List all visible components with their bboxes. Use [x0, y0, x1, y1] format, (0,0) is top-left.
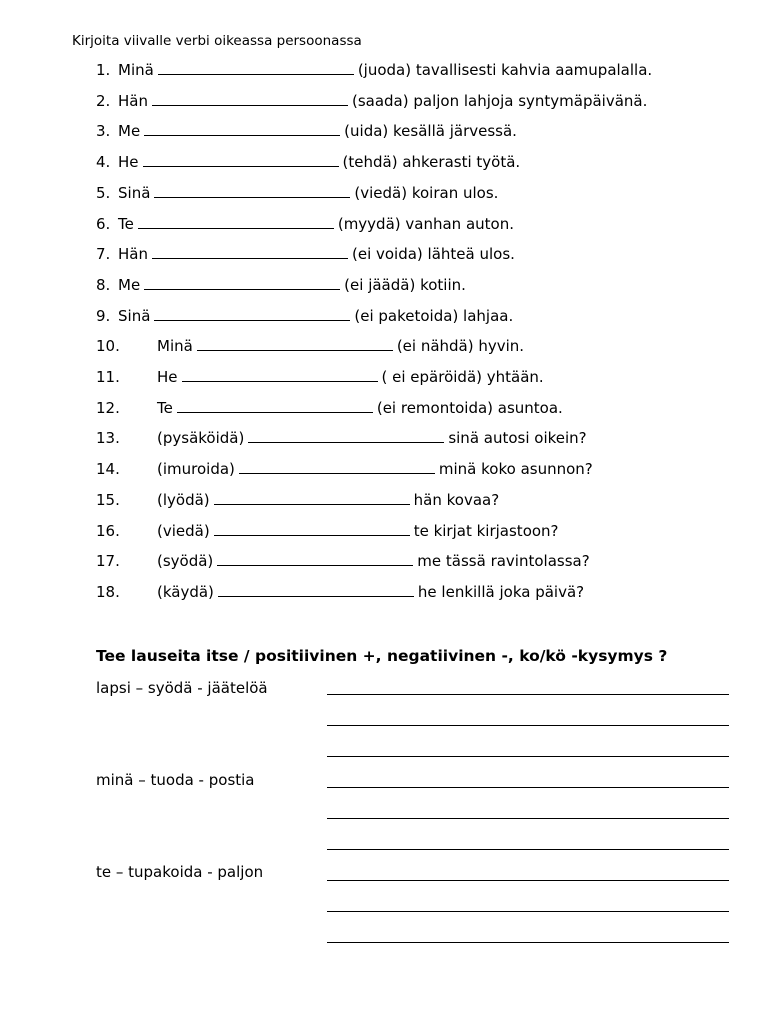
exercise-number: 18.	[96, 582, 120, 601]
answer-line[interactable]	[327, 911, 729, 912]
exercise-text	[118, 150, 520, 174]
answer-blank[interactable]	[144, 121, 340, 136]
exercise-before: Te	[118, 214, 134, 233]
section-heading: Tee lauseita itse / positiivinen +, negatiivinen -, ko/kö -kysymys ?	[96, 647, 668, 665]
exercise-text	[118, 212, 514, 236]
exercise-before: Me	[118, 275, 141, 294]
exercise-text	[118, 273, 466, 297]
prompt: minä – tuoda - postia	[96, 771, 255, 789]
exercise-text	[157, 426, 587, 450]
exercise-before: Minä	[157, 337, 193, 356]
exercise-after: (ei remontoida) asuntoa.	[376, 398, 563, 417]
exercise-number: 16.	[96, 521, 120, 540]
exercise-number: 8.	[96, 275, 111, 294]
exercise-text	[157, 488, 499, 512]
answer-line[interactable]	[327, 725, 729, 726]
exercise-after: (ei voida) lähteä ulos.	[351, 245, 515, 264]
exercise-before: Te	[157, 398, 173, 417]
exercise-after: (viedä) koiran ulos.	[354, 183, 499, 202]
exercise-number: 5.	[96, 183, 111, 202]
exercise-after: te kirjat kirjastoon?	[413, 521, 559, 540]
exercise-text	[157, 580, 584, 604]
answer-blank[interactable]	[218, 582, 414, 597]
exercise-number: 9.	[96, 306, 111, 325]
prompt: lapsi – syödä - jäätelöä	[96, 679, 268, 697]
exercise-before: (pysäköidä)	[157, 429, 245, 448]
answer-line[interactable]	[327, 849, 729, 850]
exercise-before: Minä	[118, 61, 154, 79]
exercise-before: (viedä)	[157, 521, 210, 540]
exercise-after: (juoda) tavallisesti kahvia aamupalalla.	[357, 61, 653, 79]
answer-line[interactable]	[327, 756, 729, 757]
exercise-before: Hän	[118, 91, 148, 110]
answer-line[interactable]	[327, 942, 729, 943]
answer-blank[interactable]	[248, 428, 444, 443]
exercise-text	[118, 89, 647, 113]
answer-blank[interactable]	[239, 459, 435, 474]
exercise-number: 15.	[96, 490, 120, 509]
answer-blank[interactable]	[154, 183, 350, 198]
exercise-before: (syödä)	[157, 552, 214, 571]
exercise-number: 2.	[96, 91, 111, 110]
exercise-text	[118, 181, 498, 205]
answer-blank[interactable]	[197, 336, 393, 351]
answer-blank[interactable]	[182, 367, 378, 382]
exercise-number: 6.	[96, 214, 111, 233]
exercise-after: sinä autosi oikein?	[448, 429, 587, 448]
answer-line[interactable]	[327, 694, 729, 695]
answer-line[interactable]	[327, 818, 729, 819]
exercise-text	[157, 334, 524, 358]
exercise-text	[118, 304, 513, 328]
exercise-text	[118, 242, 515, 266]
exercise-after: (ei jäädä) kotiin.	[344, 275, 466, 294]
exercise-after: he lenkillä joka päivä?	[417, 582, 585, 601]
exercise-text	[157, 457, 593, 481]
answer-line[interactable]	[327, 880, 729, 881]
exercise-after: (ei paketoida) lahjaa.	[354, 306, 514, 325]
answer-blank[interactable]	[152, 91, 348, 106]
exercise-number: 10.	[96, 337, 120, 356]
exercise-after: (uida) kesällä järvessä.	[344, 122, 517, 141]
exercise-text	[157, 365, 544, 389]
exercise-after: (myydä) vanhan auton.	[337, 214, 514, 233]
exercise-number: 1.	[96, 61, 111, 79]
exercise-number: 7.	[96, 245, 111, 264]
exercise-number: 14.	[96, 460, 120, 479]
answer-blank[interactable]	[143, 152, 339, 167]
exercise-after: me tässä ravintolassa?	[417, 552, 590, 571]
answer-blank[interactable]	[217, 551, 413, 566]
exercise-number: 17.	[96, 552, 120, 571]
exercise-after: (tehdä) ahkerasti työtä.	[342, 153, 521, 172]
exercise-number: 3.	[96, 122, 111, 141]
exercise-number: 4.	[96, 153, 111, 172]
exercise-before: He	[118, 153, 139, 172]
answer-blank[interactable]	[214, 490, 410, 505]
exercise-number: 13.	[96, 429, 120, 448]
exercise-text	[157, 396, 563, 420]
answer-blank[interactable]	[154, 306, 350, 321]
answer-blank[interactable]	[138, 214, 334, 229]
exercise-text	[157, 519, 559, 543]
exercise-before: Hän	[118, 245, 148, 264]
exercise-number: 12.	[96, 398, 120, 417]
exercise-before: (imuroida)	[157, 460, 235, 479]
answer-blank[interactable]	[158, 60, 354, 75]
exercise-after: hän kovaa?	[413, 490, 500, 509]
exercise-after: (saada) paljon lahjoja syntymäpäivänä.	[351, 91, 648, 110]
answer-line[interactable]	[327, 787, 729, 788]
exercise-before: Sinä	[118, 183, 151, 202]
exercise-before: (lyödä)	[157, 490, 210, 509]
answer-blank[interactable]	[214, 521, 410, 536]
exercise-before: Me	[118, 122, 141, 141]
exercise-text	[157, 549, 590, 573]
exercise-before: Sinä	[118, 306, 151, 325]
exercise-before: He	[157, 368, 178, 386]
exercise-after: (ei nähdä) hyvin.	[396, 337, 525, 356]
answer-blank[interactable]	[177, 398, 373, 413]
answer-blank[interactable]	[152, 244, 348, 259]
exercise-text	[118, 119, 517, 143]
exercise-before: (käydä)	[157, 582, 214, 601]
exercise-text	[118, 58, 652, 82]
exercise-after: minä koko asunnon?	[438, 460, 593, 479]
instruction: Kirjoita viivalle verbi oikeassa persoonassa	[72, 33, 362, 49]
prompt: te – tupakoida - paljon	[96, 863, 264, 881]
exercise-after: ( ei epäröidä) yhtään.	[381, 368, 544, 386]
exercise-number: 11.	[96, 368, 120, 386]
answer-blank[interactable]	[144, 275, 340, 290]
